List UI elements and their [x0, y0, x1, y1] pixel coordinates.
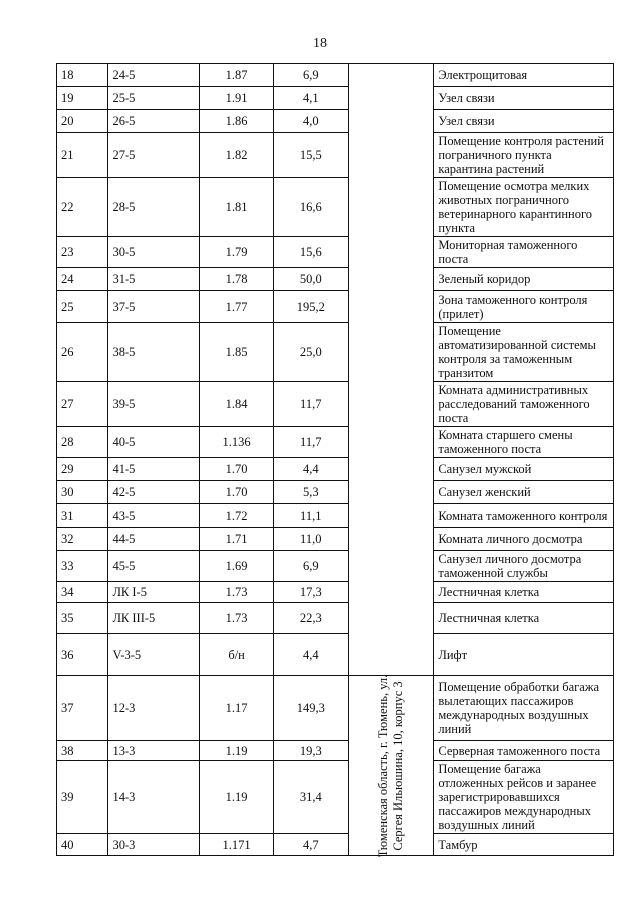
- room-name: Помещение обработки багажа вылетающих пассажиров международных воздушных линий: [434, 676, 614, 741]
- height-mark: 1.17: [200, 676, 274, 741]
- rooms-table: [56, 63, 614, 856]
- row-number: 25: [57, 291, 108, 323]
- table-row: [57, 110, 614, 133]
- room-area: 22,3: [273, 603, 348, 634]
- room-name: Зеленый коридор: [434, 268, 614, 291]
- height-mark: 1.73: [200, 603, 274, 634]
- height-mark: 1.70: [200, 481, 274, 504]
- row-number: 31: [57, 504, 108, 528]
- room-area: 50,0: [273, 268, 348, 291]
- row-number: 34: [57, 582, 108, 603]
- room-code: 45-5: [108, 551, 200, 582]
- room-code: 24-5: [108, 64, 200, 87]
- row-number: 30: [57, 481, 108, 504]
- table-row: [57, 741, 614, 761]
- room-name: Санузел мужской: [434, 458, 614, 481]
- table-row: [57, 458, 614, 481]
- table-row: [57, 178, 614, 237]
- table-row: [57, 382, 614, 427]
- height-mark: 1.171: [200, 834, 274, 856]
- room-name: Серверная таможенного поста: [434, 741, 614, 761]
- row-number: 35: [57, 603, 108, 634]
- room-name: Помещение осмотра мелких животных пограничного ветеринарного карантинного пункта: [434, 178, 614, 237]
- height-mark: 1.19: [200, 761, 274, 834]
- height-mark: 1.82: [200, 133, 274, 178]
- room-name: Электрощитовая: [434, 64, 614, 87]
- row-number: 38: [57, 741, 108, 761]
- page-number: 18: [313, 36, 327, 51]
- room-code: V-3-5: [108, 634, 200, 676]
- row-number: 19: [57, 87, 108, 110]
- room-area: 6,9: [273, 64, 348, 87]
- table-row: [57, 427, 614, 458]
- room-area: 17,3: [273, 582, 348, 603]
- row-number: 26: [57, 323, 108, 382]
- room-code: 30-3: [108, 834, 200, 856]
- table-row: [57, 133, 614, 178]
- room-code: 40-5: [108, 427, 200, 458]
- room-area: 5,3: [273, 481, 348, 504]
- room-name: Помещение контроля растений пограничного пункта карантина растений: [434, 133, 614, 178]
- address-text: Тюменская область, г. Тюмень, ул. Сергея Ильюшина, 10, корпус 3: [375, 674, 405, 857]
- table-row: [57, 634, 614, 676]
- table-row: [57, 761, 614, 834]
- table-row: [57, 504, 614, 528]
- room-area: 4,4: [273, 458, 348, 481]
- room-area: 149,3: [273, 676, 348, 741]
- table-row: [57, 291, 614, 323]
- room-area: 11,7: [273, 427, 348, 458]
- height-mark: 1.19: [200, 741, 274, 761]
- row-number: 22: [57, 178, 108, 237]
- row-number: 39: [57, 761, 108, 834]
- room-name: Помещение багажа отложенных рейсов и заранее зарегистрировавшихся пассажиров международных воздушных линий: [434, 761, 614, 834]
- row-number: 33: [57, 551, 108, 582]
- room-name: Узел связи: [434, 110, 614, 133]
- room-area: 4,1: [273, 87, 348, 110]
- room-code: 28-5: [108, 178, 200, 237]
- room-name: Зона таможенного контроля (прилет): [434, 291, 614, 323]
- room-code: 37-5: [108, 291, 200, 323]
- room-name: Мониторная таможенного поста: [434, 237, 614, 268]
- height-mark: 1.136: [200, 427, 274, 458]
- room-area: 11,0: [273, 528, 348, 551]
- table-row: [57, 528, 614, 551]
- height-mark: 1.73: [200, 582, 274, 603]
- room-code: 30-5: [108, 237, 200, 268]
- height-mark: 1.78: [200, 268, 274, 291]
- room-name: Узел связи: [434, 87, 614, 110]
- room-area: 4,0: [273, 110, 348, 133]
- room-area: 6,9: [273, 551, 348, 582]
- table-row: [57, 268, 614, 291]
- row-number: 37: [57, 676, 108, 741]
- row-number: 36: [57, 634, 108, 676]
- room-code: 44-5: [108, 528, 200, 551]
- room-area: 25,0: [273, 323, 348, 382]
- room-area: 15,6: [273, 237, 348, 268]
- room-name: Лифт: [434, 634, 614, 676]
- row-number: 40: [57, 834, 108, 856]
- room-code: 27-5: [108, 133, 200, 178]
- height-mark: 1.85: [200, 323, 274, 382]
- row-number: 27: [57, 382, 108, 427]
- room-area: 31,4: [273, 761, 348, 834]
- room-name: Комната административных расследований таможенного поста: [434, 382, 614, 427]
- room-area: 4,7: [273, 834, 348, 856]
- room-name: Лестничная клетка: [434, 582, 614, 603]
- room-code: 25-5: [108, 87, 200, 110]
- table-row: [57, 551, 614, 582]
- room-name: Санузел женский: [434, 481, 614, 504]
- height-mark: 1.69: [200, 551, 274, 582]
- table-row: [57, 237, 614, 268]
- room-code: ЛК I-5: [108, 582, 200, 603]
- height-mark: 1.84: [200, 382, 274, 427]
- room-area: 4,4: [273, 634, 348, 676]
- table-row: [57, 481, 614, 504]
- room-code: 13-3: [108, 741, 200, 761]
- room-code: 42-5: [108, 481, 200, 504]
- row-number: 32: [57, 528, 108, 551]
- table-row: [57, 603, 614, 634]
- room-code: 38-5: [108, 323, 200, 382]
- room-code: ЛК III-5: [108, 603, 200, 634]
- room-code: 14-3: [108, 761, 200, 834]
- height-mark: 1.79: [200, 237, 274, 268]
- height-mark: 1.81: [200, 178, 274, 237]
- row-number: 18: [57, 64, 108, 87]
- table-row: [57, 834, 614, 856]
- table-row: [57, 676, 614, 741]
- room-area: 195,2: [273, 291, 348, 323]
- row-number: 20: [57, 110, 108, 133]
- address-cell: [348, 676, 434, 856]
- room-name: Комната таможенного контроля: [434, 504, 614, 528]
- row-number: 24: [57, 268, 108, 291]
- table-row: [57, 323, 614, 382]
- room-name: Комната старшего смены таможенного поста: [434, 427, 614, 458]
- table-row: [57, 582, 614, 603]
- height-mark: 1.71: [200, 528, 274, 551]
- room-code: 43-5: [108, 504, 200, 528]
- room-name: Лестничная клетка: [434, 603, 614, 634]
- room-name: Тамбур: [434, 834, 614, 856]
- room-code: 39-5: [108, 382, 200, 427]
- room-code: 31-5: [108, 268, 200, 291]
- room-area: 16,6: [273, 178, 348, 237]
- height-mark: 1.77: [200, 291, 274, 323]
- row-number: 29: [57, 458, 108, 481]
- row-number: 23: [57, 237, 108, 268]
- room-area: 15,5: [273, 133, 348, 178]
- room-area: 11,1: [273, 504, 348, 528]
- room-name: Санузел личного досмотра таможенной службы: [434, 551, 614, 582]
- height-mark: 1.86: [200, 110, 274, 133]
- room-area: 11,7: [273, 382, 348, 427]
- rooms-table-body: [57, 64, 614, 856]
- table-row: [57, 87, 614, 110]
- room-area: 19,3: [273, 741, 348, 761]
- room-code: 41-5: [108, 458, 200, 481]
- height-mark: 1.70: [200, 458, 274, 481]
- room-name: Комната личного досмотра: [434, 528, 614, 551]
- height-mark: 1.91: [200, 87, 274, 110]
- height-mark: 1.87: [200, 64, 274, 87]
- table-row: [57, 64, 614, 87]
- row-number: 21: [57, 133, 108, 178]
- room-name: Помещение автоматизированной системы контроля за таможенным транзитом: [434, 323, 614, 382]
- room-code: 26-5: [108, 110, 200, 133]
- height-mark: б/н: [200, 634, 274, 676]
- height-mark: 1.72: [200, 504, 274, 528]
- address-cell-empty: [348, 64, 434, 676]
- room-code: 12-3: [108, 676, 200, 741]
- row-number: 28: [57, 427, 108, 458]
